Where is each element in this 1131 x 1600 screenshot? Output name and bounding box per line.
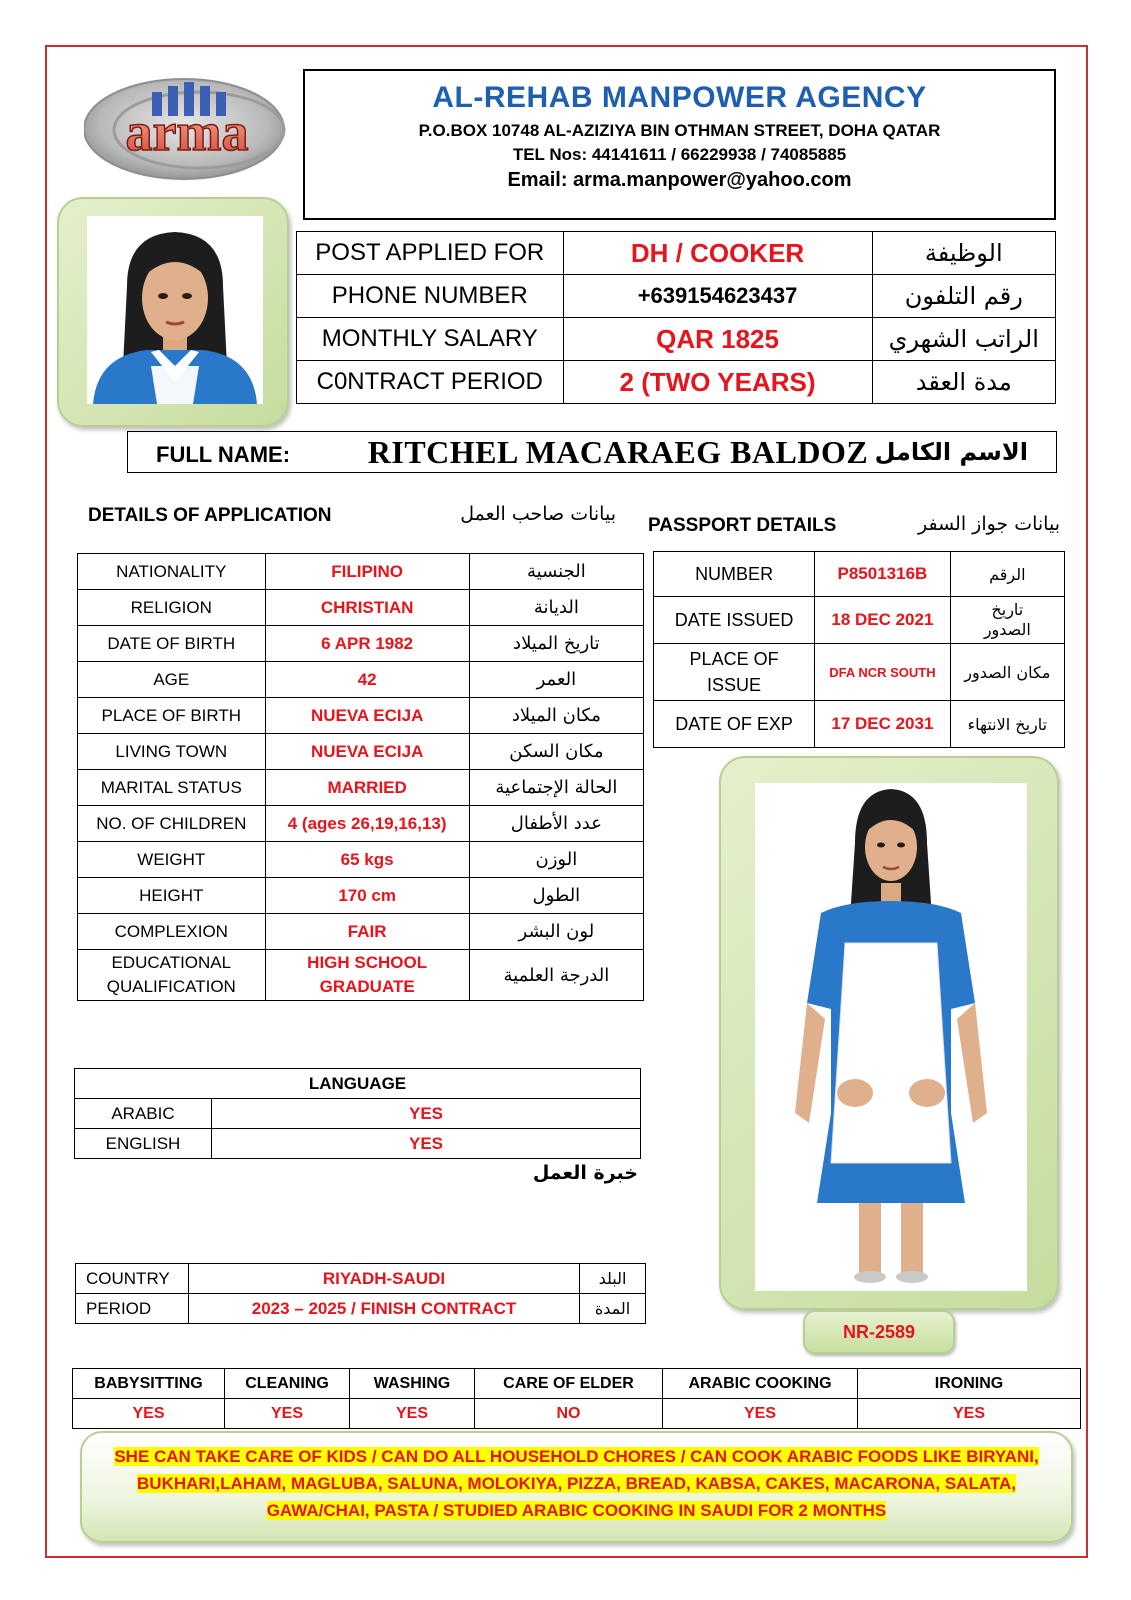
date-exp-label-ar: تاريخ الانتهاء [950, 701, 1064, 748]
weight-value: 65 kgs [265, 842, 469, 878]
period-value: 2023 – 2025 / FINISH CONTRACT [189, 1294, 580, 1324]
job-summary-table [296, 231, 1056, 404]
arabic-value: YES [212, 1099, 641, 1129]
education-value-line: HIGH SCHOOL [307, 953, 428, 972]
country-value: RIYADH-SAUDI [189, 1264, 580, 1294]
skill-value: YES [73, 1399, 225, 1429]
date-exp-label: DATE OF EXP [654, 701, 815, 748]
table-row [654, 644, 1065, 701]
table-row [654, 552, 1065, 597]
table-row [75, 1099, 641, 1129]
age-label: AGE [78, 662, 266, 698]
children-value: 4 (ages 26,19,16,13) [265, 806, 469, 842]
table-row [654, 597, 1065, 644]
place-of-issue-value: DFA NCR SOUTH [815, 644, 951, 701]
place-of-issue-line: ISSUE [707, 675, 762, 695]
post-value: DH / COOKER [563, 232, 872, 275]
skill-header: ARABIC COOKING [663, 1369, 858, 1399]
living-town-label: LIVING TOWN [78, 734, 266, 770]
details-title: DETAILS OF APPLICATION [88, 505, 332, 526]
place-of-issue-line: PLACE OF [689, 649, 779, 669]
country-label: COUNTRY [76, 1264, 189, 1294]
skill-value: YES [350, 1399, 475, 1429]
agency-address: P.O.BOX 10748 AL-AZIZIYA BIN OTHMAN STREET, DOHA QATAR [418, 121, 941, 140]
table-row [78, 950, 644, 1001]
language-header: LANGUAGE [75, 1069, 641, 1099]
work-experience-table [75, 1263, 646, 1324]
skills-table [72, 1368, 1081, 1429]
living-town-value: NUEVA ECIJA [265, 734, 469, 770]
english-value: YES [212, 1129, 641, 1159]
age-value: 42 [265, 662, 469, 698]
height-value: 170 cm [265, 878, 469, 914]
english-label: ENGLISH [75, 1129, 212, 1159]
contract-label: C0NTRACT PERIOD [297, 361, 564, 404]
passport-number-label: NUMBER [654, 552, 815, 597]
skill-header: WASHING [350, 1369, 475, 1399]
passport-title-ar: بيانات جواز السفر [918, 513, 1060, 535]
table-row [78, 662, 644, 698]
skill-value: YES [858, 1399, 1081, 1429]
contract-label-ar: مدة العقد [872, 361, 1055, 404]
dob-label-ar: تاريخ الميلاد [469, 626, 643, 662]
agency-name: AL-REHAB MANPOWER AGENCY [432, 81, 927, 114]
remarks-box [80, 1431, 1073, 1543]
birthplace-label-ar: مكان الميلاد [469, 698, 643, 734]
table-row [297, 361, 1056, 404]
table-row [78, 590, 644, 626]
headshot-photo-frame [57, 197, 289, 427]
birthplace-label: PLACE OF BIRTH [78, 698, 266, 734]
remarks-line: GAWA/CHAI, PASTA / STUDIED ARABIC COOKING IN SAUDI FOR 2 MONTHS [266, 1501, 887, 1520]
marital-value: MARRIED [265, 770, 469, 806]
marital-label: MARITAL STATUS [78, 770, 266, 806]
remarks-line: SHE CAN TAKE CARE OF KIDS / CAN DO ALL HOUSEHOLD CHORES / CAN COOK ARABIC FOODS LIKE BIRYANI, [114, 1447, 1039, 1466]
date-issued-ar-line: تاريخ [991, 600, 1024, 619]
country-label-ar: البلد [580, 1264, 646, 1294]
passport-details-table [653, 551, 1065, 748]
language-table [74, 1068, 641, 1159]
agency-phone: TEL Nos: 44141611 / 66229938 / 74085885 [512, 145, 847, 164]
post-label: POST APPLIED FOR [297, 232, 564, 275]
table-row [297, 232, 1056, 275]
headshot-photo [87, 216, 263, 404]
salary-label: MONTHLY SALARY [297, 318, 564, 361]
table-row [76, 1294, 646, 1324]
application-details-table [77, 553, 644, 1001]
complexion-value: FAIR [265, 914, 469, 950]
dob-label: DATE OF BIRTH [78, 626, 266, 662]
passport-number-value: P8501316B [815, 552, 951, 597]
work-experience-title-ar: خبرة العمل [532, 1162, 638, 1184]
table-row [78, 806, 644, 842]
nationality-label-ar: الجنسية [469, 554, 643, 590]
table-row [73, 1399, 1081, 1429]
reference-code-badge: NR-2589 [803, 1310, 955, 1354]
education-label-line: EDUCATIONAL [111, 953, 232, 972]
dob-value: 6 APR 1982 [265, 626, 469, 662]
passport-number-label-ar: الرقم [950, 552, 1064, 597]
skill-value: NO [475, 1399, 663, 1429]
phone-value: +639154623437 [563, 275, 872, 318]
arabic-label: ARABIC [75, 1099, 212, 1129]
full-body-photo-frame [719, 756, 1059, 1310]
period-label-ar: المدة [580, 1294, 646, 1324]
complexion-label: COMPLEXION [78, 914, 266, 950]
birthplace-value: NUEVA ECIJA [265, 698, 469, 734]
full-name-label: FULL NAME: [156, 442, 291, 467]
date-exp-value: 17 DEC 2031 [815, 701, 951, 748]
table-row [78, 770, 644, 806]
date-issued-value: 18 DEC 2021 [815, 597, 951, 644]
date-issued-label-ar [950, 597, 1064, 644]
table-row [75, 1069, 641, 1099]
full-body-photo [755, 783, 1027, 1291]
table-row [78, 698, 644, 734]
agency-header [303, 69, 1056, 220]
salary-label-ar: الراتب الشهري [872, 318, 1055, 361]
full-name-label-ar: الاسم الكامل [874, 438, 1028, 466]
age-label-ar: العمر [469, 662, 643, 698]
passport-title: PASSPORT DETAILS [648, 515, 837, 536]
skill-header: CLEANING [225, 1369, 350, 1399]
skill-header: CARE OF ELDER [475, 1369, 663, 1399]
education-value [265, 950, 469, 1001]
complexion-label-ar: لون البشر [469, 914, 643, 950]
religion-label: RELIGION [78, 590, 266, 626]
education-label [78, 950, 266, 1001]
table-row [78, 734, 644, 770]
marital-label-ar: الحالة الإجتماعية [469, 770, 643, 806]
table-row [76, 1264, 646, 1294]
place-of-issue-label [654, 644, 815, 701]
table-row [297, 318, 1056, 361]
living-town-label-ar: مكان السكن [469, 734, 643, 770]
period-label: PERIOD [76, 1294, 189, 1324]
height-label: HEIGHT [78, 878, 266, 914]
remarks-line: BUKHARI,LAHAM, MAGLUBA, SALUNA, MOLOKIYA, PIZZA, BREAD, KABSA, CAKES, MACARONA, SALATA, [137, 1474, 1016, 1493]
children-label-ar: عدد الأطفال [469, 806, 643, 842]
nationality-value: FILIPINO [265, 554, 469, 590]
weight-label-ar: الوزن [469, 842, 643, 878]
table-row [297, 275, 1056, 318]
place-of-issue-label-ar: مكان الصدور [950, 644, 1064, 701]
phone-label-ar: رقم التلفون [872, 275, 1055, 318]
salary-value: QAR 1825 [563, 318, 872, 361]
education-label-ar: الدرجة العلمية [469, 950, 643, 1001]
skill-header: IRONING [858, 1369, 1081, 1399]
education-value-line: GRADUATE [319, 977, 415, 996]
skill-value: YES [225, 1399, 350, 1429]
details-title-ar: بيانات صاحب العمل [460, 503, 616, 525]
religion-value: CHRISTIAN [265, 590, 469, 626]
table-row [73, 1369, 1081, 1399]
skill-value: YES [663, 1399, 858, 1429]
agency-logo [84, 72, 294, 182]
full-name-box [127, 431, 1057, 473]
phone-label: PHONE NUMBER [297, 275, 564, 318]
table-row [75, 1129, 641, 1159]
children-label: NO. OF CHILDREN [78, 806, 266, 842]
date-issued-ar-line: الصدور [983, 620, 1031, 639]
full-name-value: RITCHEL MACARAEG BALDOZ [367, 434, 869, 470]
date-issued-label: DATE ISSUED [654, 597, 815, 644]
table-row [78, 878, 644, 914]
post-label-ar: الوظيفة [872, 232, 1055, 275]
table-row [78, 554, 644, 590]
weight-label: WEIGHT [78, 842, 266, 878]
agency-email: Email: arma.manpower@yahoo.com [507, 169, 852, 191]
height-label-ar: الطول [469, 878, 643, 914]
logo-text: arma [125, 102, 249, 162]
education-label-line: QUALIFICATION [106, 977, 236, 996]
nationality-label: NATIONALITY [78, 554, 266, 590]
table-row [78, 914, 644, 950]
skill-header: BABYSITTING [73, 1369, 225, 1399]
religion-label-ar: الديانة [469, 590, 643, 626]
contract-value: 2 (TWO YEARS) [563, 361, 872, 404]
table-row [78, 626, 644, 662]
table-row [78, 842, 644, 878]
table-row [654, 701, 1065, 748]
